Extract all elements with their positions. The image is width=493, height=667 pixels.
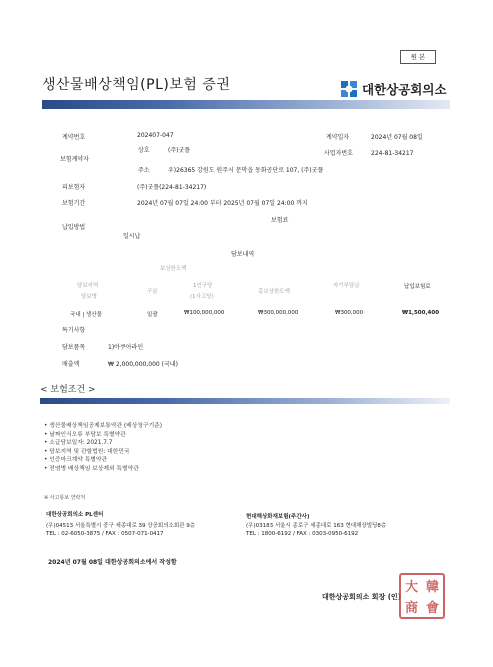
seal-char: 會 — [425, 601, 439, 616]
coverage-title: 담보내역 — [231, 251, 255, 258]
sales-label: 매출액 — [62, 361, 80, 368]
row-per-accident: ₩100,000,000 — [184, 310, 225, 316]
right-contact-address: (우)03183 서울시 종로구 세종대로 163 현대해상빌딩8층 — [246, 523, 387, 529]
conditions-band — [40, 398, 450, 404]
payment-method-label: 납입방법 — [62, 224, 86, 231]
issuer-logo-text: 대한상공회의소 — [362, 82, 447, 97]
gubun-header: 구분 — [147, 289, 158, 295]
left-contact-tel: TEL : 02-6050-3875 / FAX : 0507-071-0417 — [46, 531, 164, 537]
row-gubun: 일괄 — [147, 312, 158, 318]
left-contact-address: (우)04513 서울특별시 중구 세종대로 39 상공회의소회관 9층 — [46, 523, 196, 529]
total-limit-header: 총보상한도액 — [258, 289, 290, 295]
contract-no-value: 202407-047 — [137, 132, 174, 139]
region-header: 담보지역 — [77, 283, 99, 289]
title-band — [42, 100, 450, 109]
seal-char: 商 — [404, 601, 418, 616]
deductible-header: 자기부담금 — [333, 283, 360, 289]
business-no-label: 사업자번호 — [324, 150, 353, 157]
chamber-logo-icon — [339, 79, 359, 99]
condition-item: • 생산물배상책임공제보통약관 (배상청구기준) — [44, 422, 162, 431]
limit-group-header: 보상한도액 — [160, 266, 187, 272]
condition-item: • 인증마크계약 특별약관 — [44, 456, 162, 465]
condition-item: • 전염병 배상책임 보상제외 특별약관 — [44, 465, 162, 474]
type-header: 담보명 — [81, 294, 97, 300]
sales-value: ₩ 2,000,000,000 (국내) — [108, 361, 178, 368]
contacts-heading: ※ 사고통보 연락처 — [44, 495, 86, 501]
left-contact-name: 대한상공회의소 PL센터 — [46, 512, 104, 518]
per-accident-header: 1인구당 — [193, 283, 213, 289]
right-contact-tel: TEL : 1800-6192 / FAX : 0303-0950-6192 — [246, 531, 359, 537]
condition-item: • 소급담보일자: 2021.7.7 — [44, 439, 162, 448]
contract-date-label: 계약일자 — [326, 134, 350, 141]
premium-header: 납입보험료 — [404, 284, 431, 290]
contract-no-label: 계약번호 — [62, 134, 86, 141]
row-type-value: 생산물 — [86, 312, 102, 318]
row-deductible: ₩300,000 — [335, 310, 364, 316]
seal-char: 大 — [404, 580, 418, 595]
seal-char: 韓 — [425, 580, 439, 595]
right-contact-name: 현대해상화재보험(주간사) — [246, 514, 310, 520]
covered-item-label: 담보품목 — [62, 344, 86, 351]
address-label: 주소 — [138, 167, 150, 174]
row-region-value: 국내 — [70, 312, 81, 318]
period-value: 2024년 07월 07일 24:00 부터 2025년 07월 07일 24:00 까지 — [137, 200, 308, 207]
per-accident-sub-header: (1사고당) — [190, 294, 214, 300]
special-notes-label: 특기사항 — [62, 327, 86, 334]
business-no-value: 224-81-34217 — [371, 150, 414, 157]
insured-label: 피보험자 — [62, 184, 86, 191]
policyholder-label: 보험계약자 — [60, 156, 89, 163]
written-date: 2024년 07월 08일 대한상공회의소에서 작성함 — [48, 559, 177, 566]
insured-value: (주)굿플(224-81-34217) — [137, 184, 207, 191]
company-name-value: (주)굿플 — [168, 147, 191, 154]
period-label: 보험기간 — [62, 200, 86, 207]
covered-item-value: 1)아쿠아라인 — [108, 344, 144, 351]
row-total-limit: ₩300,000,000 — [258, 310, 299, 316]
condition-item: • 담보지역 및 관할법원: 대한민국 — [44, 448, 162, 457]
contract-date-value: 2024년 07월 08일 — [371, 134, 423, 141]
official-seal — [399, 573, 445, 619]
row-premium: ₩1,500,400 — [402, 310, 440, 316]
payment-method-value: 일시납 — [123, 233, 141, 240]
conditions-list — [44, 422, 162, 474]
address-value: 우)26365 강원도 원주시 문막읍 동화공단로 107, (주)굿플 — [168, 167, 324, 174]
row-region: 국내 | 생산물 — [70, 312, 102, 318]
document-title: 생산물배상책임(PL)보험 증권 — [42, 77, 231, 93]
company-name-label: 상호 — [138, 147, 150, 154]
conditions-heading: < 보험조건 > — [40, 385, 96, 395]
condition-item: • 날짜인식오류 부담보 특별약관 — [44, 431, 162, 440]
premium-label: 보험료 — [271, 217, 289, 224]
signer-name: 대한상공회의소 회장 (인) — [322, 593, 401, 601]
original-copy-badge: 원 본 — [400, 50, 436, 64]
